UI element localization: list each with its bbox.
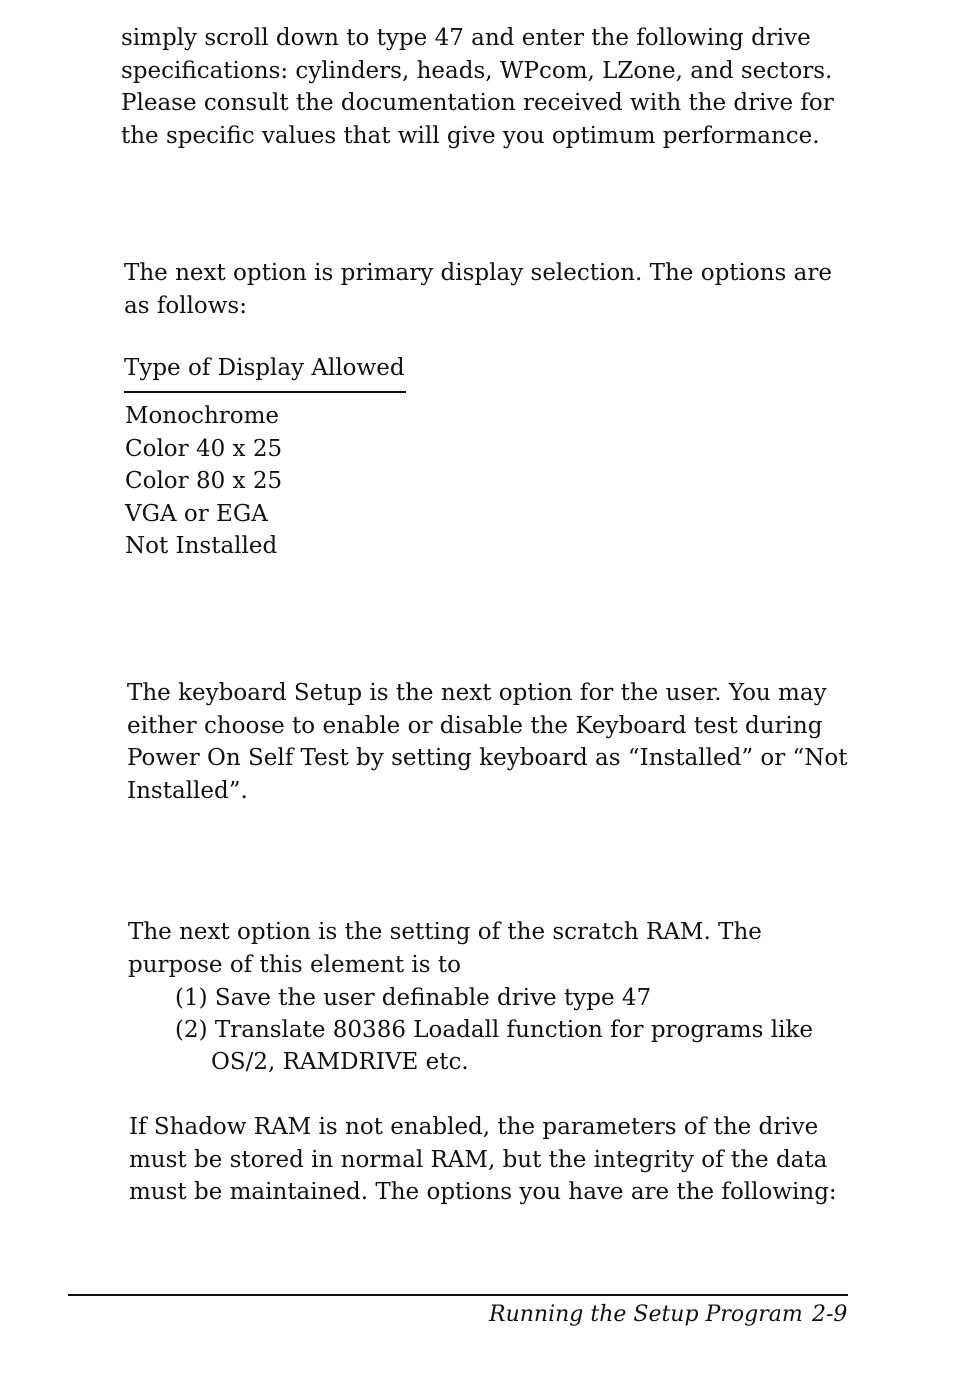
list-item: Monochrome [125, 403, 280, 429]
list-item: Color 40 x 25 [125, 435, 283, 462]
footer-section-title: Running the Setup Program [489, 1302, 803, 1327]
text-line: If Shadow RAM is not enabled, the parameters of the drive [129, 1114, 819, 1140]
display-options-list [125, 400, 282, 563]
list-item: Color 80 x 25 [125, 468, 283, 494]
list-item: Not Installed [125, 533, 278, 559]
shadow-ram-paragraph [129, 1111, 837, 1209]
text-line: purpose of this element is to [128, 951, 461, 978]
scratch-ram-item-2-continued: OS/2, RAMDRIVE etc. [211, 1049, 469, 1075]
text-line: Please consult the documentation received with the drive for [121, 90, 834, 116]
text-line: Power On Self Test by setting keyboard as “Installed” or “Not [127, 745, 848, 771]
text-line: The next option is the setting of the scratch RAM. The [128, 919, 762, 945]
list-item: VGA or EGA [125, 500, 268, 527]
scratch-ram-item-2: (2) Translate 80386 Loadall function for programs like [175, 1017, 813, 1043]
text-line: The next option is primary display selection. The options are [124, 260, 832, 286]
footer-rule [68, 1294, 848, 1296]
text-line: The keyboard Setup is the next option for the user. You may [127, 680, 827, 706]
text-line: must be stored in normal RAM, but the integrity of the data [129, 1146, 828, 1173]
text-line: Installed”. [127, 777, 248, 804]
drive-type-paragraph [121, 22, 834, 152]
scratch-ram-paragraph [128, 916, 762, 981]
page-number: 2-9 [812, 1302, 848, 1327]
text-line: specifications: cylinders, heads, WPcom, LZone, and sectors. [121, 57, 833, 84]
keyboard-paragraph [127, 677, 848, 807]
text-line: must be maintained. The options you have are the following: [129, 1179, 837, 1205]
display-table-header: Type of Display Allowed [124, 355, 405, 381]
display-intro-paragraph [124, 257, 832, 322]
text-line: the specific values that will give you optimum performance. [121, 122, 820, 149]
text-line: simply scroll down to type 47 and enter the following drive [121, 25, 811, 51]
scratch-ram-item-1: (1) Save the user definable drive type 47 [175, 985, 652, 1011]
text-line: as follows: [124, 292, 247, 319]
text-line: either choose to enable or disable the Keyboard test during [127, 712, 823, 739]
table-header-rule [124, 391, 406, 393]
